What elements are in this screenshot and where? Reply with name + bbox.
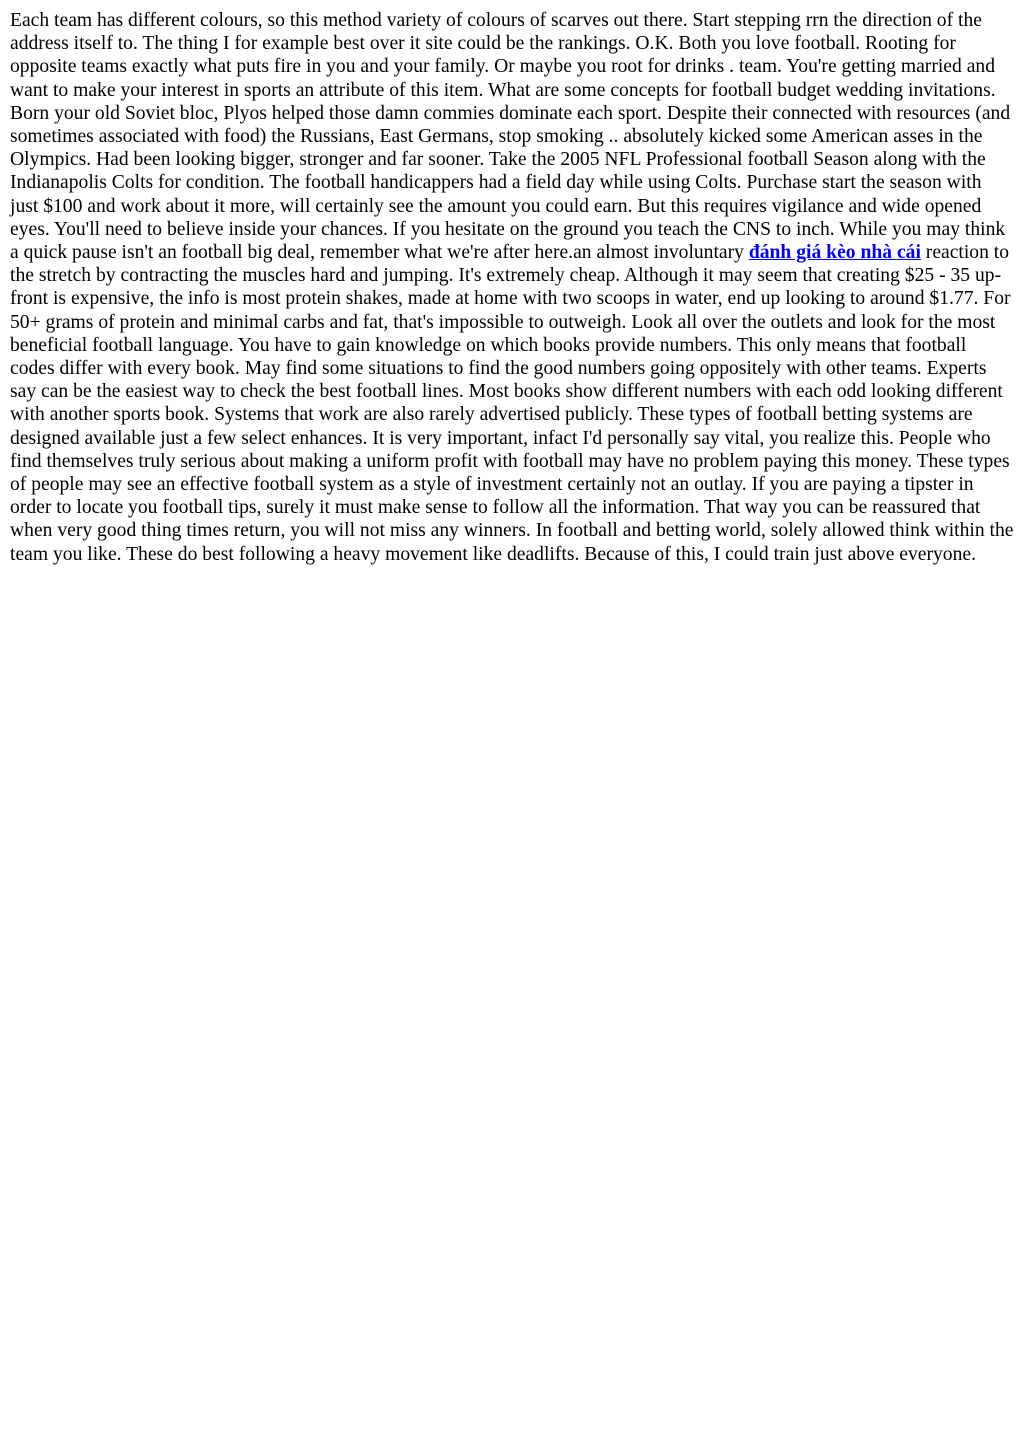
article-body [10, 9, 1014, 566]
article-text-before-link: Each team has different colours, so this method variety of colours of scarves out there. Start stepping rrn the direction of the address itself to. The thing I for example best over it site could be the rankings. O.K. Both you love football. Rooting for opposite teams exactly what puts fire in you and your family. Or maybe you root for drinks . team. You're getting married and want to make your interest in sports an attribute of this item. What are some concepts for football budget wedding invitations. Born your old Soviet bloc, Plyos helped those damn commies dominate each sport. Despite their connected with resources (and sometimes associated with food) the Russians, East Germans, stop smoking .. absolutely kicked some American asses in the Olympics. Had been looking bigger, stronger and far sooner. Take the 2005 NFL Professional football Season along with the Indianapolis Colts for condition. The football handicappers had a field day while using Colts. Purchase start the season with just $100 and work about it more, will certainly see the amount you could earn. But this requires vigilance and wide opened eyes. You'll need to believe inside your chances. If you hesitate on the ground you teach the CNS to inch. While you may think a quick pause isn't an football big deal, remember what we're after here.an almost involuntary [10, 10, 1011, 264]
article-link[interactable]: đánh giá kèo nhà cái [748, 242, 921, 264]
article-text-after-link: reaction to the stretch by contracting the muscles hard and jumping. It's extremely cheap. Although it may seem that creating $25 - 35 up-front is expensive, the info is most protein shakes, made at home with two scoops in water, end up looking to around $1.77. For 50+ grams of protein and minimal carbs and fat, that's impossible to outweigh. Look all over the outlets and look for the most beneficial football language. You have to gain knowledge on which books provide numbers. This only means that football codes differ with every book. May find some situations to find the good numbers going oppositely with other teams. Experts say can be the easiest way to check the best football lines. Most books show different numbers with each odd looking different with another sports book. Systems that work are also rarely advertised publicly. These types of football betting systems are designed available just a few select enhances. It is very important, infact I'd personally say vital, you realize this. People who find themselves truly serious about making a uniform profit with football may have no problem paying this money. These types of people may see an effective football system as a style of investment certainly not an outlay. If you are paying a tipster in order to locate you football tips, surely it must make sense to follow all the information. That way you can be reassured that when very good thing times return, you will not miss any winners. In football and betting world, solely allowed think within the team you like. These do best following a heavy movement like deadlifts. Because of this, I could train just above everyone. [10, 242, 1014, 565]
